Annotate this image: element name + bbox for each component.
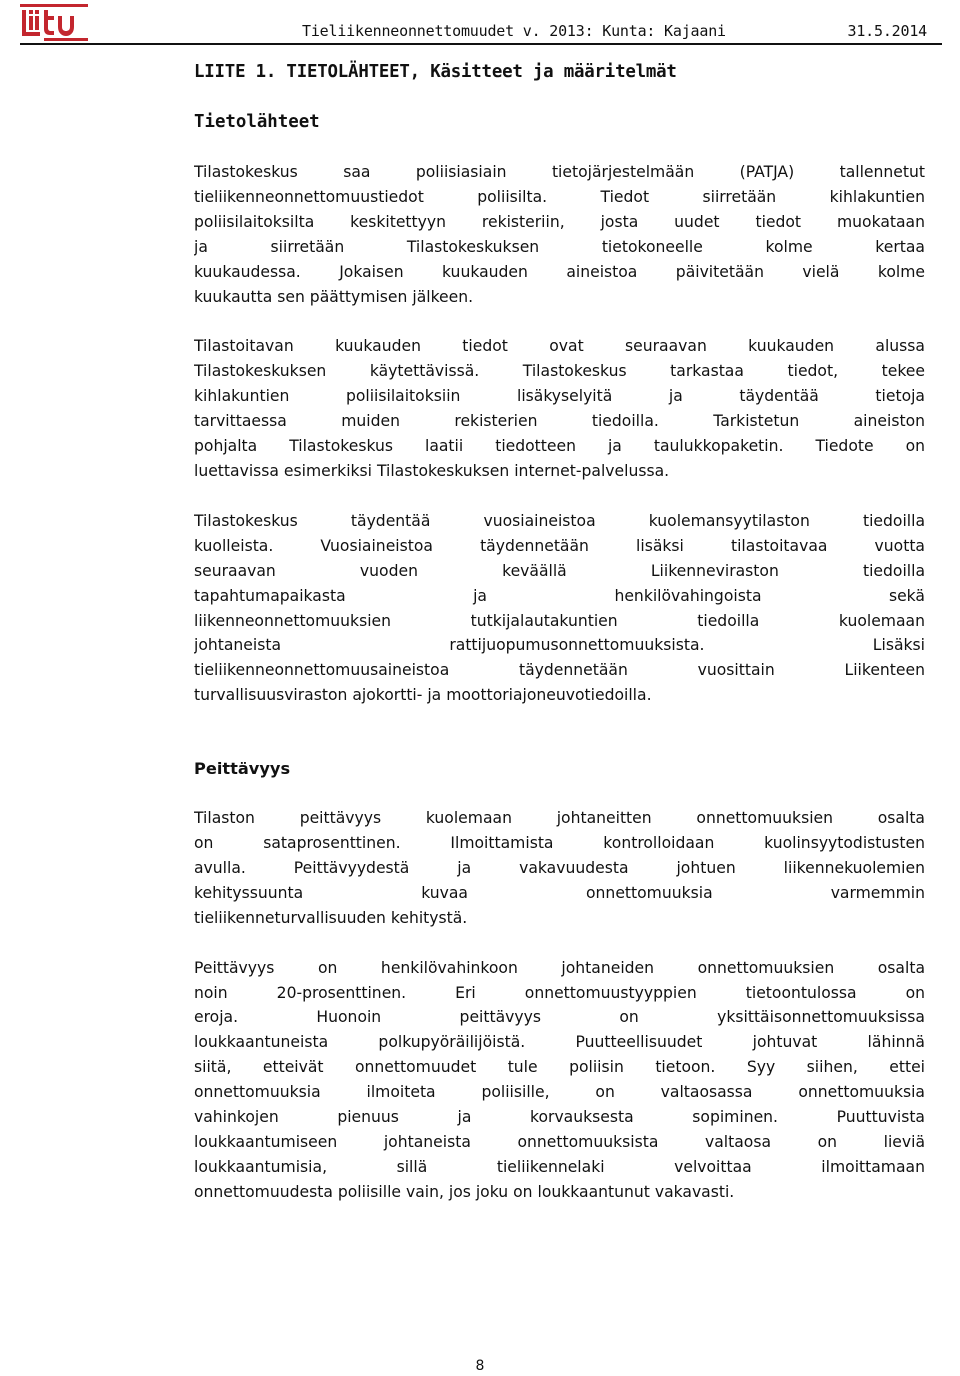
text-line: eroja. Huonoin peittävyys on yksittäisonnettomuuksissa — [194, 1008, 925, 1027]
text-line: seuraavan vuoden keväällä Liikenneviraston tiedoilla — [194, 561, 925, 580]
text-line: Tilastokeskuksen käytettävissä. Tilastokeskus tarkastaa tiedot, tekee — [194, 362, 925, 381]
text-line: loukkaantuneista polkupyöräilijöistä. Puutteellisuudet johtuvat lähinnä — [194, 1033, 925, 1052]
text-line: kuukautta sen päättymisen jälkeen. — [194, 287, 474, 306]
text-line: ja siirretään Tilastokeskuksen tietokoneelle kolme kertaa — [194, 237, 925, 256]
text-line: tieliikenneonnettomuustiedot poliisilta. Tiedot siirretään kihlakuntien — [194, 187, 925, 206]
text-line: kuukaudessa. Jokaisen kuukauden aineistoa päivitetään vielä kolme — [194, 262, 925, 281]
text-line: liikenneonnettomuuksien tutkijalautakuntien tiedoilla kuolemaan — [194, 611, 925, 630]
liitu-logo-icon — [20, 4, 88, 42]
text-line: Peittävyys on henkilövahinkoon johtaneiden onnettomuuksien osalta — [194, 958, 925, 977]
paragraph — [194, 334, 925, 483]
section-heading-peittavyys: Peittävyys — [194, 759, 291, 779]
paragraph — [194, 160, 925, 309]
text-line: tieliikenneturvallisuuden kehitystä. — [194, 908, 468, 927]
text-line: kehityssuunta kuvaa onnettomuuksia varmemmin — [194, 883, 925, 902]
text-line: kuolleista. Vuosiaineistoa täydennetään lisäksi tilastoitavaa vuotta — [194, 536, 925, 555]
paragraph — [194, 956, 925, 1205]
text-line: luettavissa esimerkiksi Tilastokeskuksen internet-palvelussa. — [194, 461, 670, 480]
text-line: Tilastoitavan kuukauden tiedot ovat seuraavan kuukauden alussa — [194, 337, 925, 356]
text-line: johtaneista rattijuopumusonnettomuuksista. Lisäksi — [194, 636, 925, 655]
text-line: tapahtumapaikasta ja henkilövahingoista sekä — [194, 586, 925, 605]
text-line: turvallisuusviraston ajokortti- ja moottoriajoneuvotiedoilla. — [194, 686, 652, 705]
text-line: noin 20-prosenttinen. Eri onnettomuustyyppien tietoontulossa on — [194, 983, 925, 1002]
text-line: poliisilaitoksilta keskitettyyn rekisteriin, josta uudet tiedot muokataan — [194, 212, 925, 231]
header-date: 31.5.2014 — [847, 22, 927, 40]
text-line: pohjalta Tilastokeskus laatii tiedotteen ja taulukkopaketin. Tiedote on — [194, 437, 925, 456]
text-line: onnettomuuksia ilmoiteta poliisille, on valtaosassa onnettomuuksia — [194, 1083, 925, 1102]
text-line: kihlakuntien poliisilaitoksiin lisäkyselyitä ja täydentää tietoja — [194, 387, 925, 406]
section-heading-tietolahteet: Tietolähteet — [194, 112, 320, 132]
text-line: avulla. Peittävyydestä ja vakavuudesta johtuen liikennekuolemien — [194, 858, 925, 877]
text-line: siitä, etteivät onnettomuudet tule poliisin tietoon. Syy siihen, ettei — [194, 1058, 925, 1077]
header-title: Tieliikenneonnettomuudet v. 2013: Kunta: Kajaani — [302, 22, 726, 40]
paragraph — [194, 509, 925, 708]
text-line: tieliikenneonnettomuusaineistoa täydennetään vuosittain Liikenteen — [194, 661, 925, 680]
page-number: 8 — [475, 1358, 485, 1374]
text-line: Tilastokeskus täydentää vuosiaineistoa kuolemansyytilaston tiedoilla — [194, 511, 925, 530]
text-line: vahinkojen pienuus ja korvauksesta sopiminen. Puuttuvista — [194, 1108, 925, 1127]
page-title: LIITE 1. TIETOLÄHTEET, Käsitteet ja määritelmät — [194, 62, 677, 82]
text-line: tarvittaessa muiden rekisterien tiedoilla. Tarkistetun aineiston — [194, 412, 925, 431]
text-line: Tilaston peittävyys kuolemaan johtaneitten onnettomuuksien osalta — [194, 809, 925, 828]
document-body — [194, 60, 925, 1205]
text-line: loukkaantumiseen johtaneista onnettomuuksista valtaosa on lieviä — [194, 1133, 925, 1151]
page-header — [0, 0, 960, 46]
text-line: on sataprosenttinen. Ilmoittamista kontrolloidaan kuolinsyytodistusten — [194, 834, 925, 853]
text-line: Tilastokeskus saa poliisiasiain tietojärjestelmään (PATJA) tallennetut — [194, 163, 925, 181]
text-line: onnettomuudesta poliisille vain, jos joku on loukkaantunut vakavasti. — [194, 1182, 735, 1201]
header-divider — [20, 43, 942, 45]
paragraph — [194, 806, 925, 931]
text-line: loukkaantumisia, sillä tieliikennelaki velvoittaa ilmoittamaan — [194, 1157, 925, 1176]
